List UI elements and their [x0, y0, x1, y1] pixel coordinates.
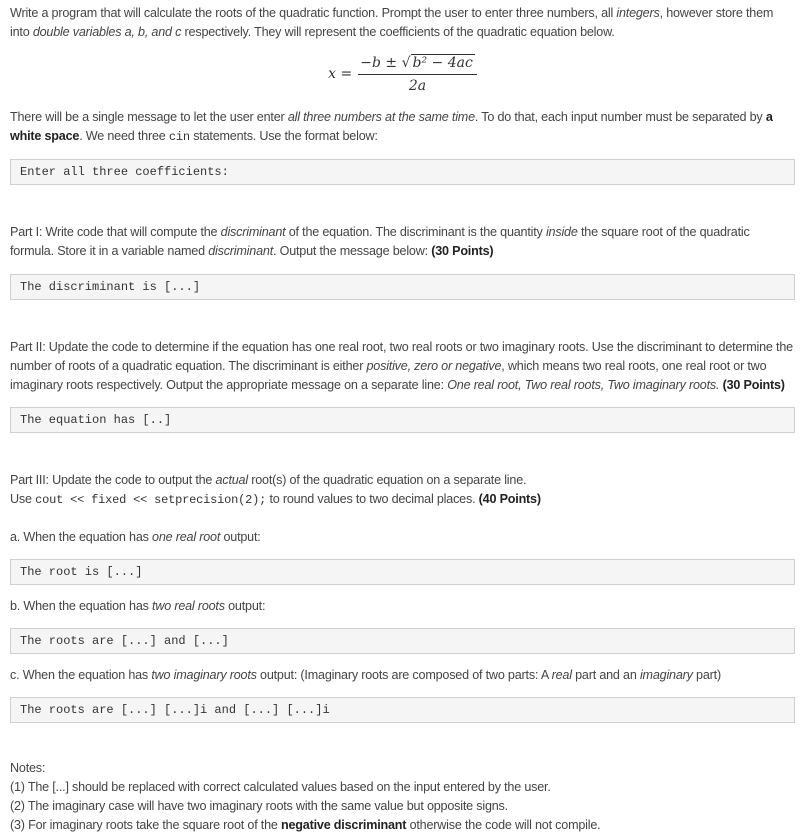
code-block-equation: The equation has [..]: [10, 407, 795, 433]
text: b. When the equation has: [10, 599, 153, 613]
text: output:: [224, 599, 266, 613]
text: otherwise the code will not compile.: [406, 818, 601, 832]
text: Part II: Update the code to determine if the equation has one real root, two real roots or two imaginary roots. Use the discriminant to determine the number of roots of a quadratic equation. The discriminant is either: [10, 340, 793, 373]
part3-paragraph: [10, 471, 795, 510]
case-b-label: [10, 597, 795, 616]
text: two imaginary roots: [151, 668, 257, 682]
text: One real root, Two real roots, Two imaginary roots.: [447, 378, 720, 392]
text: a. When the equation has: [10, 530, 153, 544]
text: Write a program that will calculate the roots of the quadratic function. Prompt the user to enter three numbers, all: [10, 6, 617, 20]
text: double variables a, b, and c: [32, 25, 182, 39]
text: part): [692, 668, 721, 682]
text: , which means two real roots, one real root or two imaginary roots respectively. Output the appropriate message on a separate line:: [10, 359, 767, 392]
text: output: (Imaginary roots are composed of two parts: A: [256, 668, 552, 682]
text: inside: [545, 225, 578, 239]
note-2: (2) The imaginary case will have two imaginary roots with the same value but opposite signs.: [10, 799, 508, 813]
formula-denominator: 2a: [408, 77, 427, 94]
text: output:: [220, 530, 261, 544]
text: real: [551, 668, 572, 682]
quadratic-formula: [10, 48, 795, 100]
part1-paragraph: [10, 223, 795, 261]
text: discriminant: [208, 244, 273, 258]
text: all three numbers at the same time: [287, 110, 475, 124]
notes: [10, 759, 795, 835]
case-c-label: [10, 666, 795, 685]
text: to round values to two decimal places.: [266, 492, 479, 506]
text: discriminant: [220, 225, 286, 239]
text: the square root of the quadratic formula. Store it in a variable named: [10, 225, 750, 258]
text: . We need three: [79, 129, 169, 143]
text: −b ± √: [360, 54, 411, 71]
text: integers: [616, 6, 660, 20]
text: actual: [215, 473, 248, 487]
text: root(s) of the quadratic equation on a separate line.: [247, 473, 527, 487]
points: (30 Points): [722, 378, 785, 392]
text: Part I: Write code that will compute the: [10, 225, 221, 239]
formula-fraction: [358, 55, 477, 94]
text: two real roots: [152, 599, 225, 613]
text: positive, zero or negative: [366, 359, 502, 373]
input-paragraph: [10, 108, 795, 147]
code-block-discriminant: The discriminant is [...]: [10, 274, 795, 300]
text: part and an: [571, 668, 640, 682]
text: negative discriminant: [281, 818, 407, 832]
text: There will be a single message to let the user enter: [10, 110, 288, 124]
case-a-label: [10, 528, 795, 547]
part2-paragraph: [10, 338, 795, 395]
code-block-two-roots: The roots are [...] and [...]: [10, 628, 795, 654]
text: . Output the message below:: [273, 244, 432, 258]
code-block-imaginary-roots: The roots are [...] [...]i and [...] [...]i: [10, 697, 795, 723]
text: , however store them into: [10, 6, 774, 39]
formula-numerator: [358, 55, 477, 75]
text: imaginary: [639, 668, 693, 682]
text: statements. Use the format below:: [189, 129, 378, 143]
notes-title: Notes:: [10, 761, 46, 775]
points: (40 Points): [478, 492, 541, 506]
intro-paragraph: [10, 4, 795, 42]
text: of the equation. The discriminant is the quantity: [285, 225, 546, 239]
text: . To do that, each input number must be separated by: [474, 110, 766, 124]
text: b² − 4ac: [412, 54, 473, 71]
text: Use: [10, 492, 36, 506]
text: (3) For imaginary roots take the square root of the: [10, 818, 281, 832]
text: one real root: [152, 530, 221, 544]
points: (30 Points): [431, 244, 494, 258]
code-block-prompt: Enter all three coefficients:: [10, 159, 795, 185]
note-1: (1) The [...] should be replaced with correct calculated values based on the input entered by the user.: [10, 780, 551, 794]
text: c. When the equation has: [10, 668, 152, 682]
text: respectively. They will represent the coefficients of the quadratic equation below.: [181, 25, 615, 39]
text: cout << fixed << setprecision(2);: [35, 493, 267, 507]
formula-lhs: x =: [328, 66, 353, 82]
text: cin: [168, 130, 190, 144]
code-block-one-root: The root is [...]: [10, 559, 795, 585]
text: Part III: Update the code to output the: [10, 473, 216, 487]
text: a white space: [10, 110, 773, 143]
